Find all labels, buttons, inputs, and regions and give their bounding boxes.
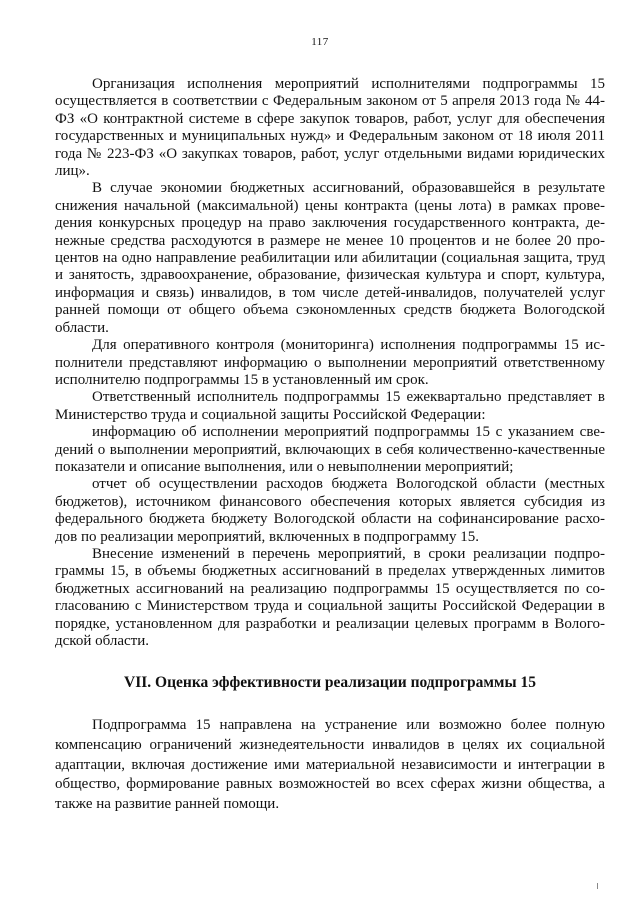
page-number: 117 xyxy=(311,36,329,48)
section-vii xyxy=(55,674,605,814)
paragraph-expense-report: отчет об осуществлении расходов бюджета Вологодской области (местных бюджетов), источником финансового обеспечения которых является субсидия из федерального бюджета бюджету Вологодской области на софинансирование расходов по реализации мероприятий, включенных в подпрограмму 15. xyxy=(55,476,605,545)
paragraph-execution-info: информацию об исполнении мероприятий подпрограммы 15 с указанием сведений о выполнении мероприятий, включающих в себя количественно-качественные показатели и описание выполнения, или о невыполнении мероприятий; xyxy=(55,424,605,475)
section-heading: VII. Оценка эффективности реализации подпрограммы 15 xyxy=(124,674,536,692)
paragraph-budget-savings: В случае экономии бюджетных ассигнований, образовавшейся в результате снижения начальной (максимальной) цены контракта (цены лота) в рамках проведения конкурсных процедур на право заключения государственного контракта, денежные средства расходуются в размере не менее 10 процентов и не более 20 процентов на одно направление реабилитации или абилитации (социальная защита, труд и занятость, здравоохранение, образование, физическая культура и спорт, культура, информация и связь) инвалидов, в том числе детей-инвалидов, получателей услуг ранней помощи от общего объема сэкономленных средств бюджета Вологодской области. xyxy=(55,180,605,336)
paragraph-monitoring: Для оперативного контроля (мониторинга) исполнения подпрограммы 15 исполнители представляют информацию о выполнении мероприятий ответственному исполнителю подпрограммы 15 в установленный им срок. xyxy=(55,337,605,388)
paragraph-quarterly-reporting: Ответственный исполнитель подпрограммы 15 ежеквартально представляет в Министерство труда и социальной защиты Российской Федерации: xyxy=(55,389,605,423)
document-body xyxy=(55,76,605,814)
paragraph-effectiveness: Подпрограмма 15 направлена на устранение или возможно более полную компенсацию ограничений жизнедеятельности инвалидов в целях их социальной адаптации, включая достижение ими материальной независимости и интеграции в общество, формирование равных возможностей во всех сферах жизни общества, а также на развитие ранней помощи. xyxy=(55,717,605,812)
scan-mark xyxy=(597,883,598,889)
paragraph-procurement-law: Организация исполнения мероприятий исполнителями подпрограммы 15 осуществляется в соответствии с Федеральным законом от 5 апреля 2013 года № 44-ФЗ «О контрактной системе в сфере закупок товаров, работ, услуг для обеспечения государственных и муниципальных нужд» и Федеральным законом от 18 июля 2011 года № 223-ФЗ «О закупках товаров, работ, услуг отдельными видами юридических лиц». xyxy=(55,76,605,180)
paragraph-changes: Внесение изменений в перечень мероприятий, в сроки реализации подпрограммы 15, в объемы бюджетных ассигнований в пределах утвержденных лимитов бюджетных ассигнований на реализацию подпрограммы 15 осуществляется по согласованию с Министерством труда и социальной защиты Российской Федерации в порядке, установленном для разработки и реализации целевых программ в Вологодской области. xyxy=(55,545,605,649)
